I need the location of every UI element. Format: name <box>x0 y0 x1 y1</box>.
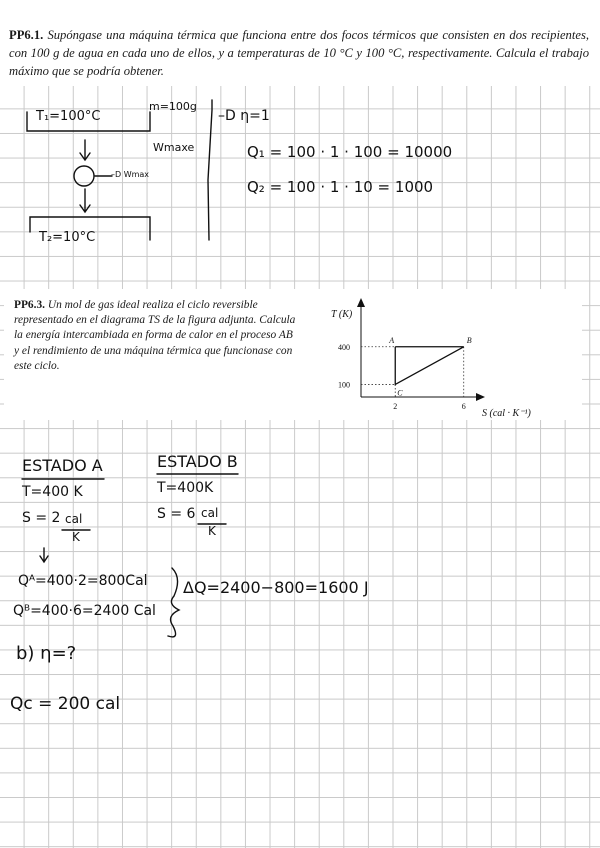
q1-calc: Q₁ = 100 · 1 · 100 = 10000 <box>247 143 453 161</box>
state-a-temperature: T=400 K <box>22 484 83 500</box>
state-a-unit-num: cal <box>65 512 83 526</box>
state-b-unit-den: K <box>208 524 216 538</box>
heat-a-calc: Qᴬ=400·2=800Cal <box>18 573 148 589</box>
x-tick-label: 2 <box>393 402 398 411</box>
x-tick-label: 6 <box>461 402 466 411</box>
problem-6-1-number: PP6.1. <box>9 28 44 42</box>
part-b-question: b) η=? <box>16 643 77 664</box>
t1-label: T₁=100°C <box>36 109 101 124</box>
state-b-title: ESTADO B <box>157 452 238 471</box>
work-out-label: –D Wmax <box>111 170 150 179</box>
problem-6-1-statement: Supóngase una máquina térmica que funciona entre dos focos térmicos que consisten en dos recipientes, con 100 g de agua en cada uno de ellos, y a temperaturas de 10 °C y 100 °C, respectivamente. Calcula el trabajo máximo que se podría obtener. <box>9 28 589 78</box>
heat-b-calc: Qᴮ=400·6=2400 Cal <box>13 603 156 619</box>
point-label-C: C <box>397 388 403 398</box>
point-label-A: A <box>389 335 395 345</box>
state-b-entropy: S = 6 <box>157 506 196 522</box>
problem-6-3-statement: Un mol de gas ideal realiza el ciclo reversible representado en el diagrama TS de la figura adjunta. Calcula la energía intercambiada en forma de calor en el proceso AB y el rendimiento de una máquina térmica que funcionase con este ciclo. <box>14 299 296 372</box>
state-b-unit-num: cal <box>201 506 219 520</box>
y-axis-label: T (K) <box>331 309 353 320</box>
problem-6-3-number: PP6.3. <box>14 299 46 311</box>
y-tick-label: 400 <box>338 342 350 352</box>
t2-label: T₂=10°C <box>39 230 96 245</box>
q2-calc: Q₂ = 100 · 1 · 10 = 1000 <box>247 178 434 196</box>
state-a-title: ESTADO A <box>22 456 103 475</box>
work-label: Wmaxe <box>153 141 195 154</box>
x-axis-label: S (cal · K⁻¹) <box>482 408 531 419</box>
state-a-unit-den: K <box>72 530 80 544</box>
arrow-down-3 <box>40 548 48 562</box>
state-b-temperature: T=400K <box>157 480 214 496</box>
efficiency-note: –D η=1 <box>218 108 270 124</box>
delta-q-calc: ΔQ=2400−800=1600 J <box>183 578 369 597</box>
brace <box>168 568 179 637</box>
qc-value: Qc = 200 cal <box>10 694 121 714</box>
mass-label: m=100g <box>149 100 197 113</box>
state-a-entropy: S = 2 <box>22 510 61 526</box>
y-tick-label: 100 <box>338 380 350 390</box>
point-label-B: B <box>466 335 472 345</box>
